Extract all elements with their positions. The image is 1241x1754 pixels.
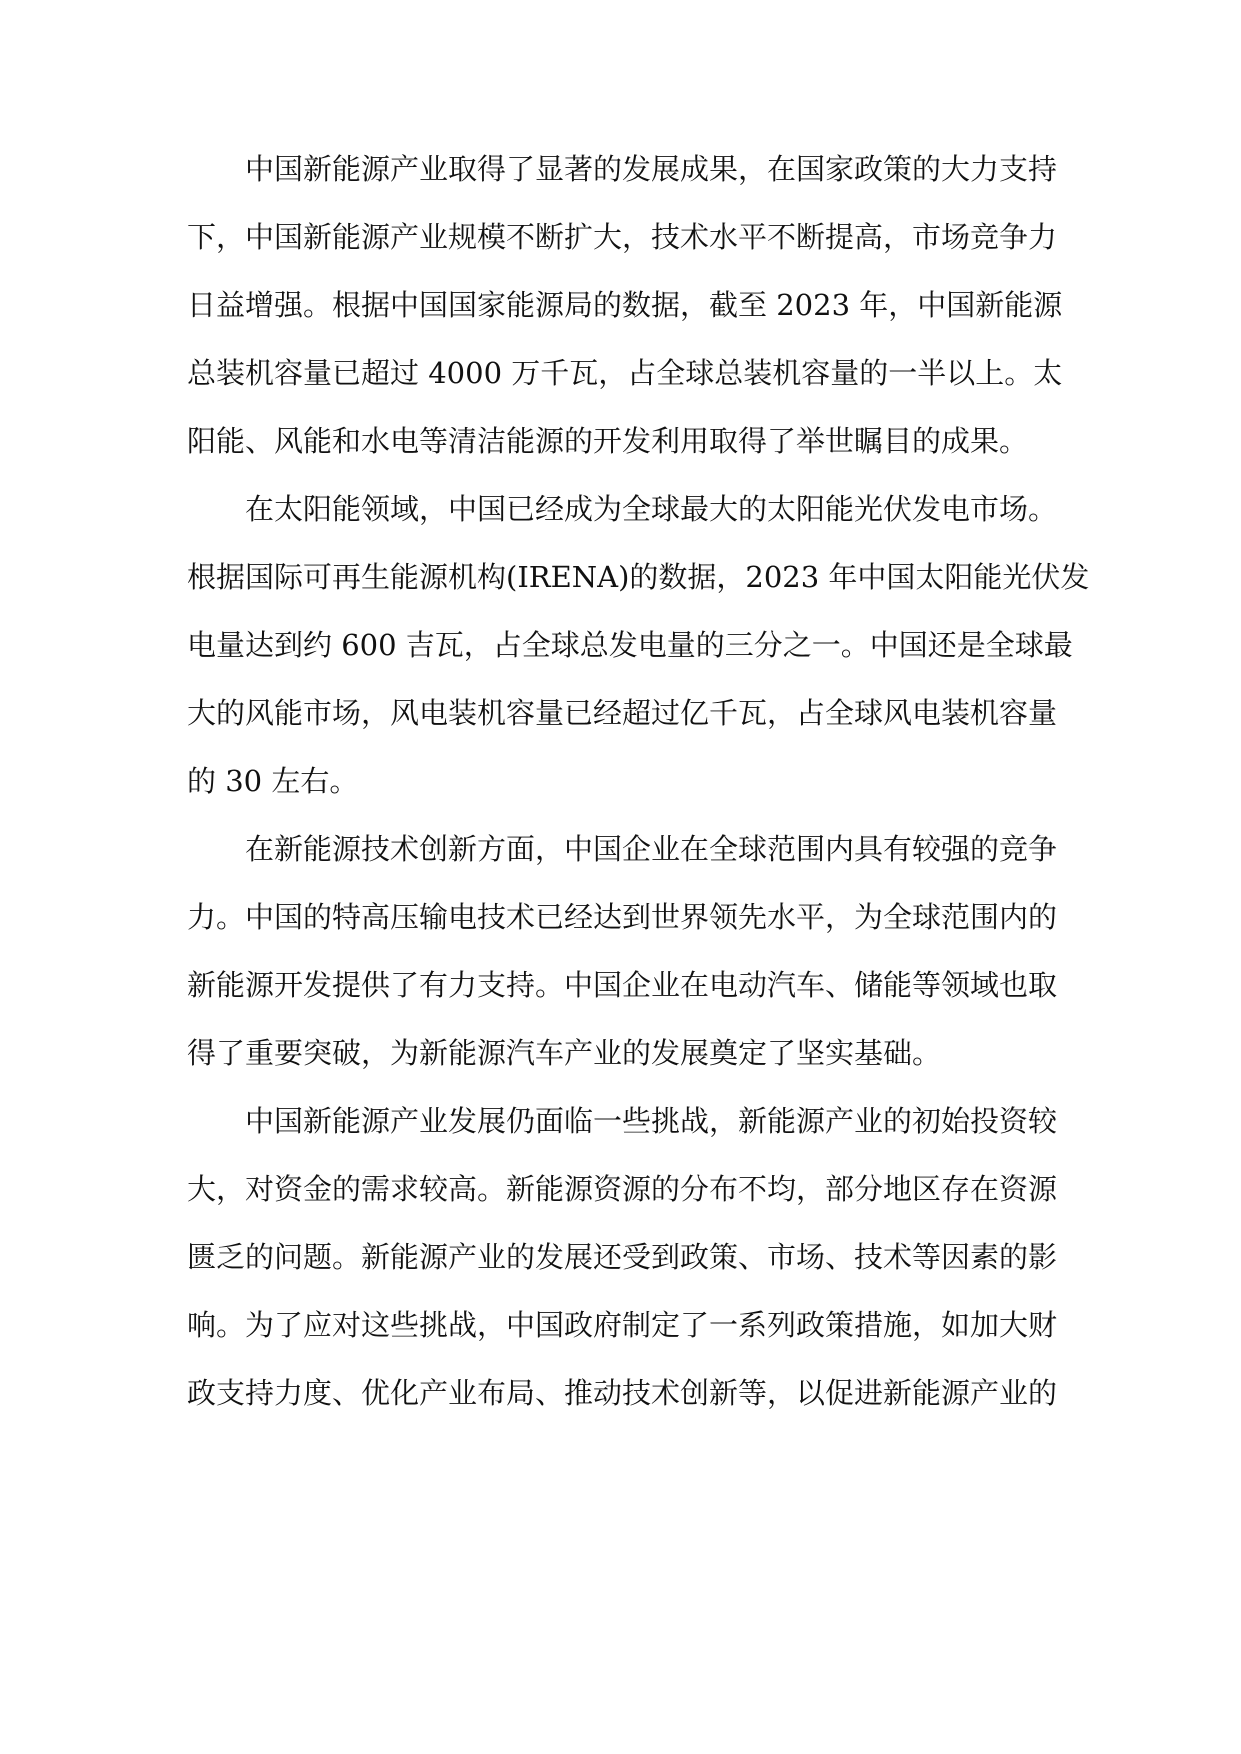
paragraph-3 [187,815,1067,1087]
text-line: 政支持力度、优化产业布局、推动技术创新等，以促进新能源产业的 [187,1376,1058,1410]
paragraph-1 [187,135,1067,475]
text-line: 日益增强。根据中国国家能源局的数据，截至 2023 年，中国新能源 [187,288,1063,322]
text-line: 大的风能市场，风电装机容量已经超过亿千瓦，占全球风电装机容量 [187,696,1058,730]
text-line: 中国新能源产业发展仍面临一些挑战，新能源产业的初始投资较 [245,1104,1058,1138]
body-text [187,135,1090,1427]
text-line: 阳能、风能和水电等清洁能源的开发利用取得了举世瞩目的成果。 [187,424,1029,458]
text-line: 下，中国新能源产业规模不断扩大，技术水平不断提高，市场竞争力 [187,220,1058,254]
paragraph-4 [187,1087,1067,1427]
text-line: 的 30 左右。 [187,764,359,798]
text-line: 在新能源技术创新方面，中国企业在全球范围内具有较强的竞争 [245,832,1058,866]
text-line: 匮乏的问题。新能源产业的发展还受到政策、市场、技术等因素的影 [187,1240,1058,1274]
text-line: 中国新能源产业取得了显著的发展成果，在国家政策的大力支持 [245,152,1058,186]
text-line: 在太阳能领域，中国已经成为全球最大的太阳能光伏发电市场。 [245,492,1058,526]
text-line: 得了重要突破，为新能源汽车产业的发展奠定了坚实基础。 [187,1036,942,1070]
text-line: 电量达到约 600 吉瓦，占全球总发电量的三分之一。中国还是全球最 [187,628,1073,662]
text-line: 根据国际可再生能源机构(IRENA)的数据，2023 年中国太阳能光伏发 [187,560,1090,594]
text-line: 响。为了应对这些挑战，中国政府制定了一系列政策措施，如加大财 [187,1308,1058,1342]
text-line: 总装机容量已超过 4000 万千瓦，占全球总装机容量的一半以上。太 [187,356,1063,390]
text-line: 新能源开发提供了有力支持。中国企业在电动汽车、储能等领域也取 [187,968,1058,1002]
text-line: 大，对资金的需求较高。新能源资源的分布不均，部分地区存在资源 [187,1172,1058,1206]
text-line: 力。中国的特高压输电技术已经达到世界领先水平，为全球范围内的 [187,900,1058,934]
paragraph-2 [187,475,1090,815]
